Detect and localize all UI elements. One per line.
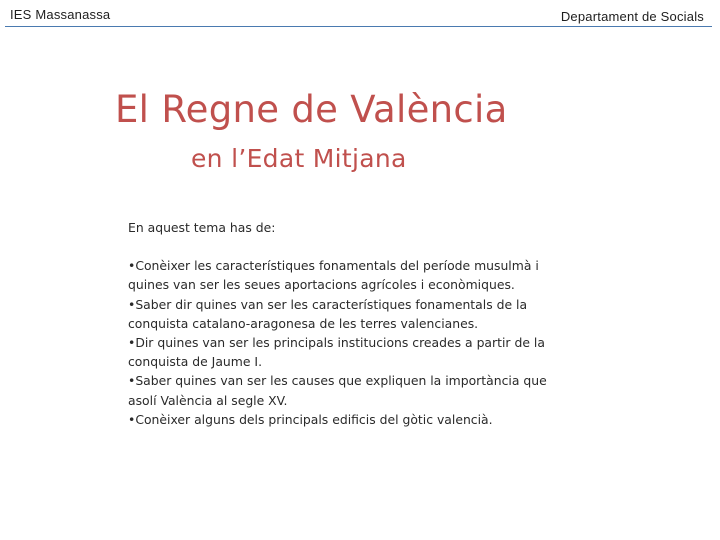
- objective-text: Saber quines van ser les causes que expliquen la importància que asolí València al segle XV.: [128, 373, 547, 408]
- page-header: [0, 0, 720, 27]
- intro-text: En aquest tema has de:: [128, 220, 276, 235]
- bullet-icon: •: [128, 411, 136, 427]
- slide-subtitle: en l’Edat Mitjana: [191, 144, 407, 173]
- department-name: Departament de Socials: [560, 9, 704, 24]
- bullet-icon: •: [128, 335, 136, 351]
- objective-item: [128, 295, 568, 333]
- objective-text: Saber dir quines van ser les característiques fonamentals de la conquista catalano-aragonesa de les terres valencianes.: [128, 296, 528, 331]
- school-name: IES Massanassa: [10, 7, 111, 22]
- header-divider: [5, 26, 712, 27]
- objective-text: Conèixer les característiques fonamentals del període musulmà i quines van ser les seues aportacions agrícoles i econòmiques.: [128, 258, 539, 293]
- bullet-icon: •: [128, 258, 136, 274]
- objective-item: [128, 333, 568, 371]
- bullet-icon: •: [128, 373, 136, 389]
- slide-content: [128, 218, 568, 429]
- objective-item: [128, 410, 568, 429]
- objective-text: Conèixer alguns dels principals edificis del gòtic valencià.: [135, 411, 493, 427]
- bullet-icon: •: [128, 296, 136, 312]
- objectives-list: [128, 256, 568, 429]
- objective-item: [128, 371, 568, 409]
- slide-title: El Regne de València: [115, 88, 508, 131]
- objective-item: [128, 256, 568, 294]
- objective-text: Dir quines van ser les principals institucions creades a partir de la conquista de Jaume I.: [128, 335, 545, 370]
